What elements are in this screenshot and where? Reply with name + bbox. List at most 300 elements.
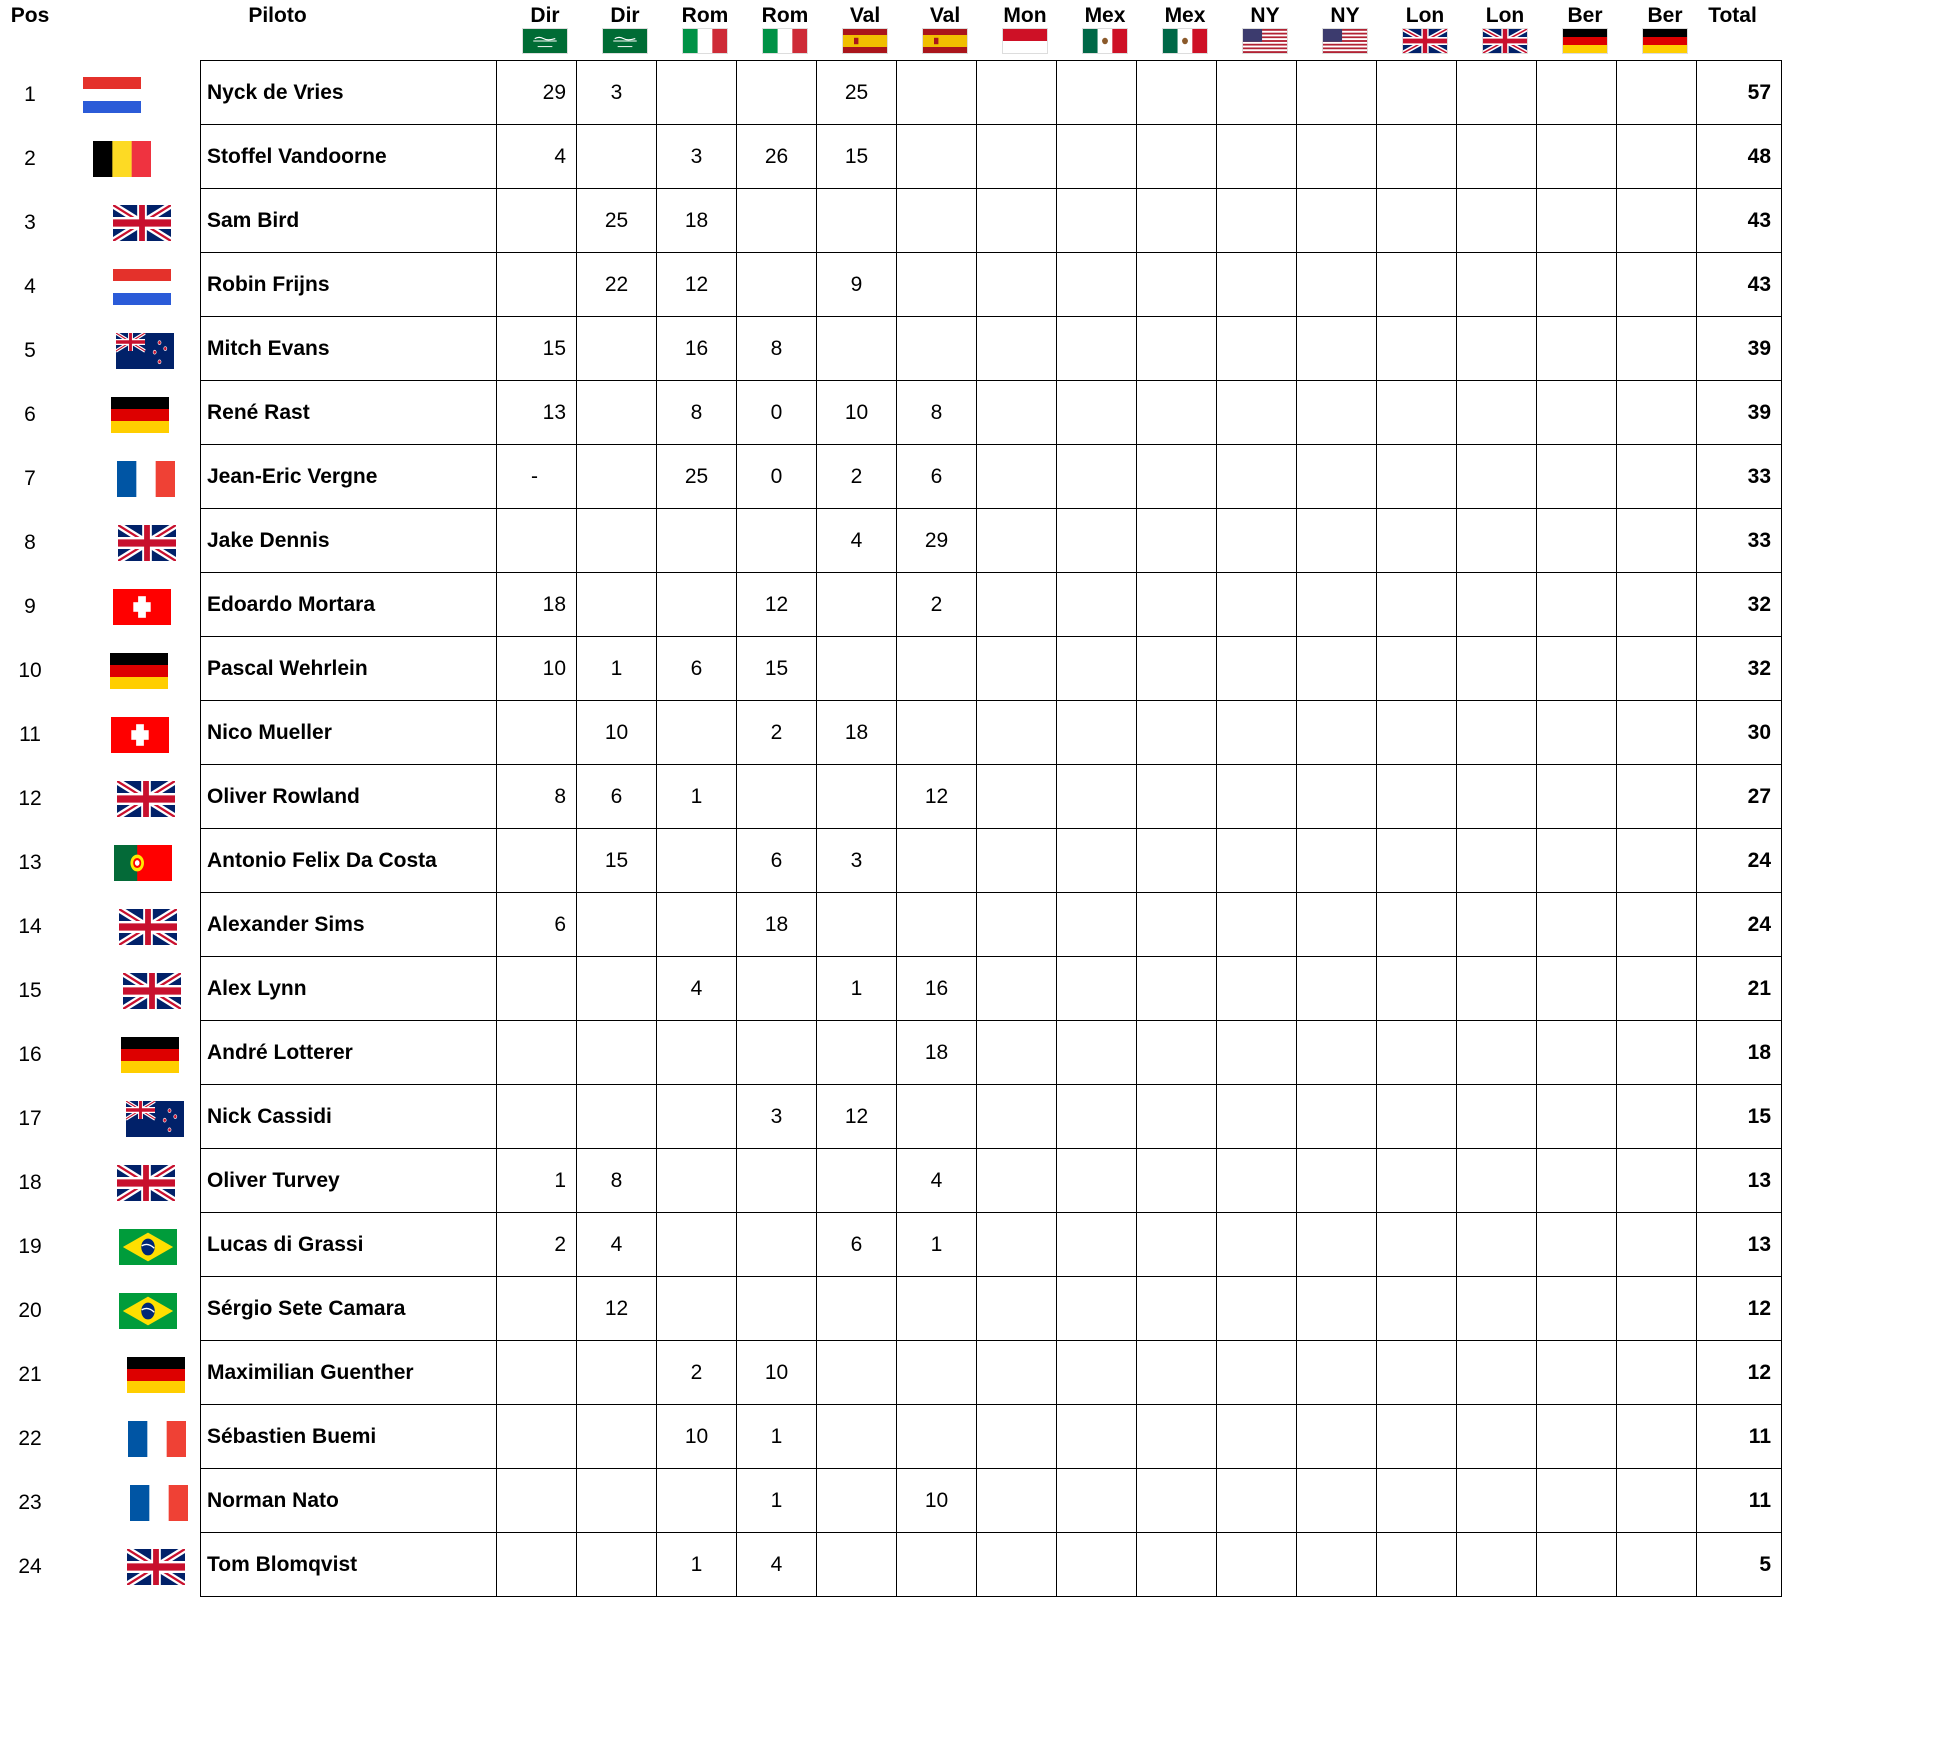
race-points-cell: 1: [577, 637, 657, 701]
table-row: [201, 381, 1782, 445]
race-points-cell: [1137, 189, 1217, 253]
race-points-cell: [977, 1149, 1057, 1213]
table-row: [201, 1469, 1782, 1533]
race-points-cell: [897, 1341, 977, 1405]
race-points-cell: 16: [897, 957, 977, 1021]
race-points-cell: [1537, 1085, 1617, 1149]
race-points-cell: 12: [577, 1277, 657, 1341]
race-points-cell: 25: [657, 445, 737, 509]
race-points-cell: [1457, 957, 1537, 1021]
race-points-cell: 1: [737, 1405, 817, 1469]
race-points-cell: [1297, 509, 1377, 573]
race-points-cell: [1617, 893, 1697, 957]
driver-name: Alexander Sims: [201, 893, 497, 957]
race-points-cell: [817, 317, 897, 381]
race-points-cell: 25: [817, 61, 897, 125]
standings-table: [200, 60, 1782, 1597]
race-points-cell: [977, 445, 1057, 509]
race-points-cell: 2: [817, 445, 897, 509]
race-points-cell: 15: [577, 829, 657, 893]
driver-name: Oliver Turvey: [201, 1149, 497, 1213]
race-points-cell: [1377, 1213, 1457, 1277]
total-points-cell: 13: [1697, 1213, 1782, 1277]
race-points-cell: [577, 1533, 657, 1597]
race-header-label: Lon: [1485, 4, 1525, 27]
driver-name: Sébastien Buemi: [201, 1405, 497, 1469]
position-number: 5: [24, 339, 36, 362]
race-points-cell: [897, 125, 977, 189]
race-points-cell: [897, 829, 977, 893]
race-points-cell: [1377, 637, 1457, 701]
race-points-cell: [1297, 1469, 1377, 1533]
race-points-cell: [1377, 957, 1457, 1021]
race-points-cell: 4: [897, 1149, 977, 1213]
race-points-cell: [1217, 637, 1297, 701]
race-points-cell: [1057, 1021, 1137, 1085]
race-points-cell: [657, 61, 737, 125]
race-points-cell: [1377, 381, 1457, 445]
race-points-cell: [1057, 1213, 1137, 1277]
race-header-label: Rom: [681, 4, 729, 27]
race-points-cell: [1617, 61, 1697, 125]
race-points-cell: [1137, 509, 1217, 573]
total-points-cell: 11: [1697, 1469, 1782, 1533]
race-points-cell: [977, 957, 1057, 1021]
race-points-cell: 18: [657, 189, 737, 253]
race-points-cell: 6: [497, 893, 577, 957]
race-points-cell: [497, 829, 577, 893]
race-points-cell: [1297, 189, 1377, 253]
race-points-cell: 8: [657, 381, 737, 445]
race-points-cell: [737, 1149, 817, 1213]
race-points-cell: [657, 701, 737, 765]
driver-name: Alex Lynn: [201, 957, 497, 1021]
race-points-cell: [897, 893, 977, 957]
race-points-cell: [1137, 765, 1217, 829]
race-points-cell: [1137, 125, 1217, 189]
race-points-cell: [1297, 829, 1377, 893]
race-points-cell: [1457, 125, 1537, 189]
race-points-cell: [1297, 957, 1377, 1021]
race-header-label: Ber: [1647, 4, 1683, 27]
race-points-cell: [1377, 189, 1457, 253]
total-header: Total: [1708, 4, 1757, 27]
race-points-cell: [1537, 61, 1617, 125]
race-points-cell: [1537, 701, 1617, 765]
race-points-cell: [1457, 1341, 1537, 1405]
race-points-cell: [1377, 893, 1457, 957]
race-points-cell: [1537, 381, 1617, 445]
race-header-label: Mex: [1164, 4, 1206, 27]
race-points-cell: [1377, 445, 1457, 509]
race-points-cell: [1377, 573, 1457, 637]
race-points-cell: [577, 1341, 657, 1405]
race-points-cell: [1377, 1021, 1457, 1085]
race-points-cell: 15: [817, 125, 897, 189]
race-points-cell: [977, 701, 1057, 765]
table-row: [201, 317, 1782, 381]
position-number: 12: [18, 787, 42, 810]
race-points-cell: [1457, 1085, 1537, 1149]
race-points-cell: [1457, 381, 1537, 445]
race-points-cell: [1457, 1533, 1537, 1597]
table-row: [201, 509, 1782, 573]
race-points-cell: [1057, 1277, 1137, 1341]
race-points-cell: [897, 1405, 977, 1469]
race-points-cell: [817, 1021, 897, 1085]
position-number: 3: [24, 211, 36, 234]
race-points-cell: 1: [497, 1149, 577, 1213]
race-points-cell: [1617, 1085, 1697, 1149]
position-number: 11: [19, 723, 41, 746]
race-points-cell: [1537, 1213, 1617, 1277]
race-points-cell: [577, 1021, 657, 1085]
race-points-cell: 2: [737, 701, 817, 765]
table-row: [201, 1533, 1782, 1597]
race-points-cell: 2: [657, 1341, 737, 1405]
race-points-cell: [1217, 1469, 1297, 1533]
race-points-cell: [1537, 1021, 1617, 1085]
race-points-cell: [1537, 765, 1617, 829]
race-points-cell: [1377, 509, 1457, 573]
race-points-cell: 15: [497, 317, 577, 381]
position-number: 14: [18, 915, 42, 938]
race-points-cell: [1217, 701, 1297, 765]
piloto-header: Piloto: [248, 4, 307, 27]
race-points-cell: [817, 1405, 897, 1469]
race-points-cell: [977, 61, 1057, 125]
race-points-cell: [817, 765, 897, 829]
race-points-cell: [1057, 125, 1137, 189]
race-points-cell: [1537, 1405, 1617, 1469]
france-flag-icon: [130, 1485, 188, 1521]
race-points-cell: [1457, 317, 1537, 381]
total-points-cell: 39: [1697, 317, 1782, 381]
race-points-cell: [1137, 1085, 1217, 1149]
race-points-cell: [977, 1277, 1057, 1341]
race-points-cell: 10: [657, 1405, 737, 1469]
race-points-cell: [577, 957, 657, 1021]
race-points-cell: [1137, 957, 1217, 1021]
race-points-cell: 4: [577, 1213, 657, 1277]
race-points-cell: [737, 61, 817, 125]
driver-name: Edoardo Mortara: [201, 573, 497, 637]
race-points-cell: 18: [897, 1021, 977, 1085]
race-points-cell: [1057, 317, 1137, 381]
total-points-cell: 15: [1697, 1085, 1782, 1149]
race-points-cell: 0: [737, 445, 817, 509]
race-points-cell: [497, 1533, 577, 1597]
race-points-cell: [497, 1021, 577, 1085]
uk-flag-icon: [127, 1549, 185, 1585]
race-points-cell: 29: [497, 61, 577, 125]
race-points-cell: [1537, 1277, 1617, 1341]
race-points-cell: 12: [897, 765, 977, 829]
pos-header: Pos: [10, 4, 50, 27]
driver-name: René Rast: [201, 381, 497, 445]
race-points-cell: [1137, 317, 1217, 381]
table-row: [201, 1213, 1782, 1277]
race-points-cell: [497, 189, 577, 253]
driver-name: André Lotterer: [201, 1021, 497, 1085]
uk-flag-icon: [1402, 28, 1448, 54]
race-points-cell: [737, 253, 817, 317]
driver-name: Lucas di Grassi: [201, 1213, 497, 1277]
race-points-cell: [1617, 1469, 1697, 1533]
race-points-cell: 10: [897, 1469, 977, 1533]
race-points-cell: [1537, 125, 1617, 189]
race-points-cell: 1: [737, 1469, 817, 1533]
race-points-cell: 6: [897, 445, 977, 509]
race-points-cell: [897, 189, 977, 253]
total-points-cell: 32: [1697, 573, 1782, 637]
uk-flag-icon: [123, 973, 181, 1009]
total-points-cell: 57: [1697, 61, 1782, 125]
race-points-cell: [1617, 957, 1697, 1021]
race-points-cell: [1537, 1533, 1617, 1597]
race-points-cell: [1217, 61, 1297, 125]
race-header-label: NY: [1250, 4, 1280, 27]
race-points-cell: [1217, 1341, 1297, 1405]
germany-flag-icon: [127, 1357, 185, 1393]
race-points-cell: [1057, 445, 1137, 509]
race-points-cell: 1: [897, 1213, 977, 1277]
race-points-cell: [1457, 701, 1537, 765]
netherlands-flag-icon: [83, 77, 141, 113]
race-points-cell: [1297, 381, 1377, 445]
race-points-cell: [1377, 317, 1457, 381]
total-points-cell: 27: [1697, 765, 1782, 829]
total-points-cell: 33: [1697, 509, 1782, 573]
table-row: [201, 573, 1782, 637]
race-points-cell: [1217, 1277, 1297, 1341]
uk-flag-icon: [119, 909, 177, 945]
race-points-cell: [977, 637, 1057, 701]
race-points-cell: [1617, 1149, 1697, 1213]
race-points-cell: [1457, 61, 1537, 125]
race-points-cell: [1537, 1341, 1617, 1405]
race-points-cell: [1217, 957, 1297, 1021]
race-points-cell: [817, 1533, 897, 1597]
race-points-cell: [1217, 765, 1297, 829]
race-points-cell: [497, 1469, 577, 1533]
race-points-cell: [1137, 1469, 1217, 1533]
race-points-cell: [1217, 445, 1297, 509]
race-points-cell: 8: [577, 1149, 657, 1213]
race-points-cell: [1057, 1405, 1137, 1469]
position-number: 19: [18, 1235, 42, 1258]
race-points-cell: [1537, 253, 1617, 317]
position-number: 21: [18, 1363, 42, 1386]
race-points-cell: [1217, 1149, 1297, 1213]
race-points-cell: [1217, 1085, 1297, 1149]
race-points-cell: 10: [817, 381, 897, 445]
driver-name: Sérgio Sete Camara: [201, 1277, 497, 1341]
total-points-cell: 43: [1697, 189, 1782, 253]
race-points-cell: [1137, 573, 1217, 637]
race-points-cell: [1217, 1533, 1297, 1597]
race-points-cell: [1617, 765, 1697, 829]
race-points-cell: 15: [737, 637, 817, 701]
race-points-cell: 3: [737, 1085, 817, 1149]
race-points-cell: [1377, 1085, 1457, 1149]
race-points-cell: [1057, 253, 1137, 317]
race-points-cell: [977, 317, 1057, 381]
race-points-cell: [657, 509, 737, 573]
race-points-cell: [977, 1405, 1057, 1469]
race-points-cell: [657, 1021, 737, 1085]
germany-flag-icon: [111, 397, 169, 433]
race-points-cell: [1217, 1021, 1297, 1085]
race-points-cell: [1617, 637, 1697, 701]
race-points-cell: [657, 1085, 737, 1149]
race-points-cell: [1617, 253, 1697, 317]
race-points-cell: [1377, 1277, 1457, 1341]
uk-flag-icon: [1482, 28, 1528, 54]
race-points-cell: [1137, 893, 1217, 957]
table-row: [201, 1277, 1782, 1341]
race-points-cell: [1137, 829, 1217, 893]
race-points-cell: [1457, 1277, 1537, 1341]
race-points-cell: [1137, 1533, 1217, 1597]
race-points-cell: [577, 509, 657, 573]
race-points-cell: 4: [497, 125, 577, 189]
race-points-cell: 22: [577, 253, 657, 317]
table-row: [201, 1405, 1782, 1469]
race-points-cell: [1057, 573, 1137, 637]
race-points-cell: [1297, 893, 1377, 957]
race-points-cell: [1377, 701, 1457, 765]
total-points-cell: 12: [1697, 1341, 1782, 1405]
race-points-cell: 3: [657, 125, 737, 189]
race-points-cell: [817, 1341, 897, 1405]
total-points-cell: 18: [1697, 1021, 1782, 1085]
table-row: [201, 1341, 1782, 1405]
race-points-cell: [817, 189, 897, 253]
table-row: [201, 189, 1782, 253]
position-number: 17: [18, 1107, 42, 1130]
total-points-cell: 21: [1697, 957, 1782, 1021]
race-points-cell: [1377, 253, 1457, 317]
race-points-cell: [1297, 253, 1377, 317]
mexico-flag-icon: [1082, 28, 1128, 54]
race-points-cell: [577, 573, 657, 637]
race-points-cell: [897, 317, 977, 381]
race-points-cell: [1137, 61, 1217, 125]
race-points-cell: [1057, 637, 1137, 701]
driver-name: Tom Blomqvist: [201, 1533, 497, 1597]
race-points-cell: 18: [497, 573, 577, 637]
race-points-cell: [1617, 125, 1697, 189]
race-points-cell: [977, 253, 1057, 317]
race-points-cell: [1537, 957, 1617, 1021]
position-number: 24: [18, 1555, 42, 1578]
race-points-cell: [1537, 1469, 1617, 1533]
germany-flag-icon: [121, 1037, 179, 1073]
race-points-cell: [1057, 61, 1137, 125]
race-points-cell: 16: [657, 317, 737, 381]
table-row: [201, 765, 1782, 829]
race-points-cell: [977, 765, 1057, 829]
brazil-flag-icon: [119, 1293, 177, 1329]
race-header-label: Val: [849, 4, 881, 27]
race-points-cell: [1457, 1213, 1537, 1277]
race-points-cell: [817, 1149, 897, 1213]
portugal-flag-icon: [114, 845, 172, 881]
race-points-cell: [1457, 253, 1537, 317]
position-number: 23: [18, 1491, 42, 1514]
total-points-cell: 24: [1697, 829, 1782, 893]
total-points-cell: 30: [1697, 701, 1782, 765]
total-points-cell: 5: [1697, 1533, 1782, 1597]
driver-name: Nick Cassidi: [201, 1085, 497, 1149]
brazil-flag-icon: [119, 1229, 177, 1265]
race-points-cell: [1377, 829, 1457, 893]
driver-name: Jake Dennis: [201, 509, 497, 573]
race-points-cell: [977, 1085, 1057, 1149]
race-points-cell: [897, 1277, 977, 1341]
belgium-flag-icon: [93, 141, 151, 177]
race-points-cell: [1057, 893, 1137, 957]
race-points-cell: [657, 893, 737, 957]
uk-flag-icon: [117, 781, 175, 817]
race-points-cell: [977, 829, 1057, 893]
race-points-cell: [1297, 1341, 1377, 1405]
race-points-cell: [1217, 1213, 1297, 1277]
race-points-cell: [1457, 1149, 1537, 1213]
saudi-arabia-flag-icon: [522, 28, 568, 54]
race-points-cell: [1057, 1533, 1137, 1597]
race-points-cell: [817, 573, 897, 637]
race-points-cell: [977, 1533, 1057, 1597]
race-points-cell: [1297, 701, 1377, 765]
race-points-cell: 8: [897, 381, 977, 445]
table-row: [201, 893, 1782, 957]
race-points-cell: [1217, 189, 1297, 253]
race-points-cell: [1617, 445, 1697, 509]
race-points-cell: [1057, 1469, 1137, 1533]
race-points-cell: [577, 1405, 657, 1469]
race-points-cell: [657, 1469, 737, 1533]
race-points-cell: -: [497, 445, 577, 509]
driver-name: Maximilian Guenther: [201, 1341, 497, 1405]
race-points-cell: [1297, 1213, 1377, 1277]
race-points-cell: [1297, 317, 1377, 381]
race-points-cell: 12: [817, 1085, 897, 1149]
race-points-cell: 2: [497, 1213, 577, 1277]
race-points-cell: [577, 1085, 657, 1149]
race-points-cell: 6: [737, 829, 817, 893]
race-points-cell: [497, 1085, 577, 1149]
race-points-cell: 9: [817, 253, 897, 317]
race-points-cell: [1617, 829, 1697, 893]
driver-name: Norman Nato: [201, 1469, 497, 1533]
saudi-arabia-flag-icon: [602, 28, 648, 54]
race-points-cell: [657, 1277, 737, 1341]
table-row: [201, 1021, 1782, 1085]
race-points-cell: [817, 893, 897, 957]
spain-flag-icon: [922, 28, 968, 54]
position-number: 22: [18, 1427, 42, 1450]
italy-flag-icon: [762, 28, 808, 54]
uk-flag-icon: [113, 205, 171, 241]
position-number: 15: [18, 979, 42, 1002]
race-points-cell: [1057, 701, 1137, 765]
race-points-cell: [577, 893, 657, 957]
race-points-cell: [1377, 1149, 1457, 1213]
position-number: 18: [18, 1171, 42, 1194]
race-points-cell: [1297, 1277, 1377, 1341]
